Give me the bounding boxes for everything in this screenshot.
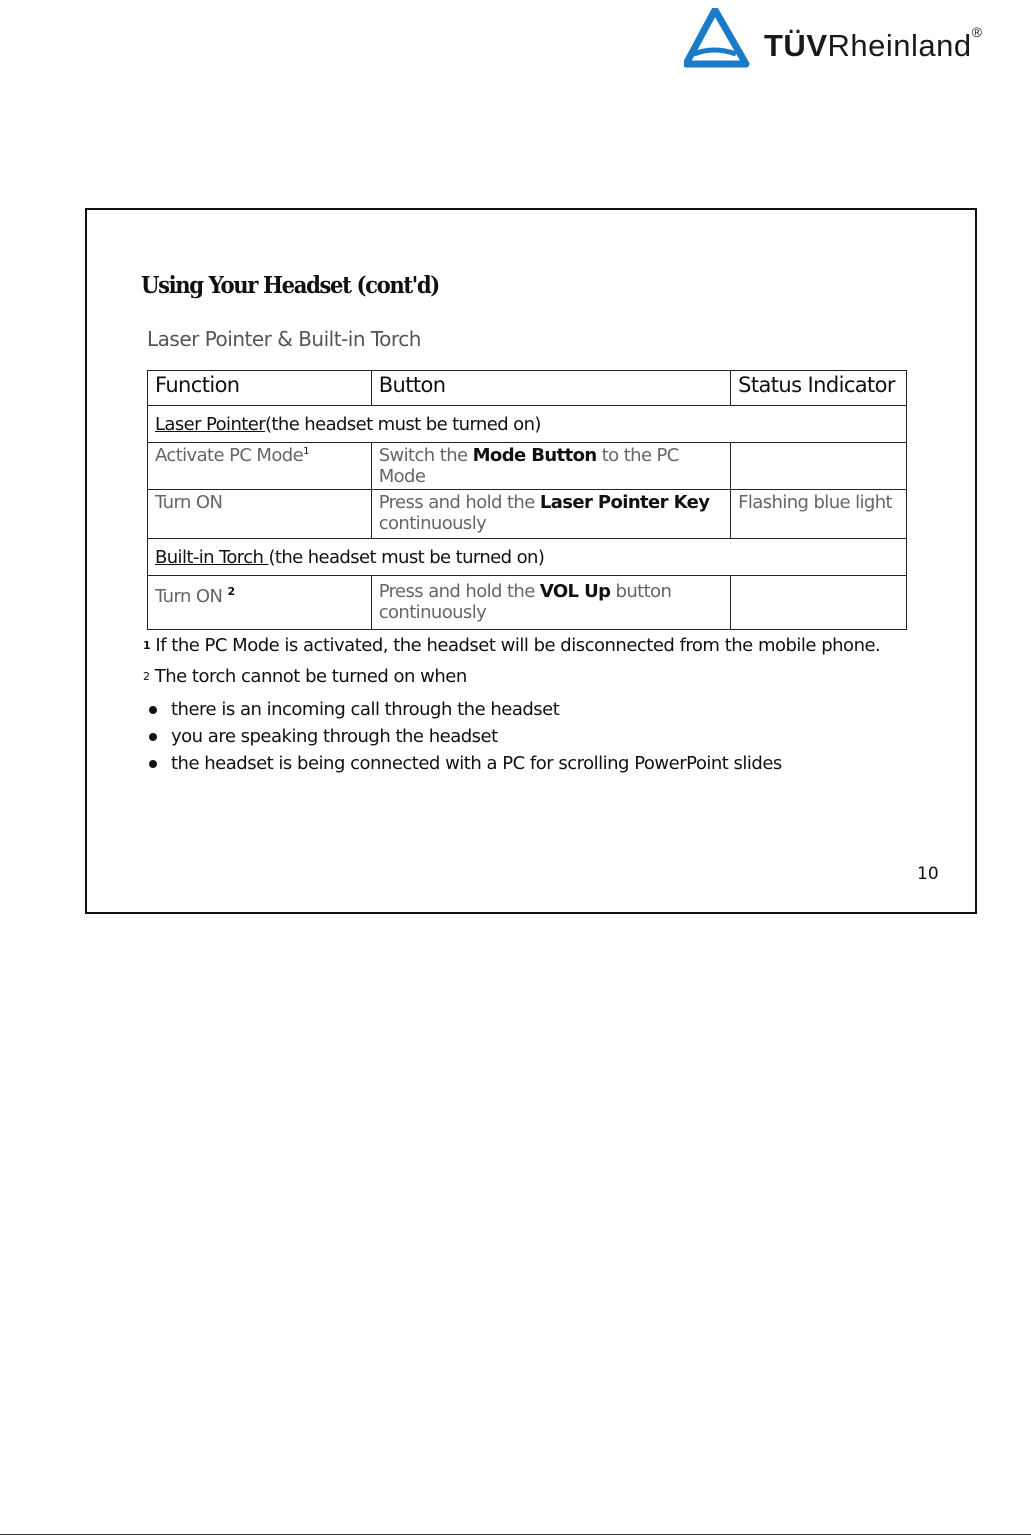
table-header-row	[148, 371, 907, 406]
status-cell	[731, 576, 907, 630]
tuv-triangle-icon	[684, 8, 750, 68]
logo-text	[764, 24, 983, 64]
function-cell	[148, 443, 372, 490]
button-name: Mode Button	[472, 445, 597, 466]
button-name: VOL Up	[539, 581, 611, 602]
button-cell	[371, 576, 730, 630]
button-name: Laser Pointer Key	[539, 492, 710, 513]
header-status: Status Indicator	[731, 371, 907, 406]
footnote-ref: 1	[303, 446, 309, 457]
list-item: you are speaking through the headset	[143, 723, 883, 750]
footnote-mark: 2	[143, 670, 150, 683]
status-cell: Flashing blue light	[731, 490, 907, 539]
logo-brand-regular: Rheinland	[827, 28, 972, 63]
header-button: Button	[371, 371, 730, 406]
footnote-text: If the PC Mode is activated, the headset will be disconnected from the mobile phone.	[155, 635, 881, 656]
button-text: button continuously	[378, 581, 672, 623]
footnote-text: The torch cannot be turned on when	[154, 666, 467, 687]
tuv-rheinland-logo	[684, 8, 1024, 68]
footnote-1	[143, 632, 883, 659]
section-name: Built-in Torch	[155, 546, 269, 568]
footnote-ref: 2	[227, 585, 235, 598]
button-text: Press and hold the	[378, 581, 540, 602]
logo-brand-bold: TÜV	[764, 28, 828, 63]
function-label: Activate PC Mode	[155, 445, 304, 466]
function-table	[147, 370, 907, 630]
section-cell	[148, 406, 907, 443]
header-function: Function	[148, 371, 372, 406]
button-text: continuously	[378, 513, 487, 534]
slide-subtitle: Laser Pointer & Built-in Torch	[147, 327, 421, 351]
function-label: Turn ON	[155, 586, 228, 607]
section-cell	[148, 539, 907, 576]
status-cell	[731, 443, 907, 490]
section-row-built-in-torch	[148, 539, 907, 576]
table-row	[148, 576, 907, 630]
section-name: Laser Pointer	[155, 413, 265, 435]
section-note: (the headset must be turned on)	[265, 413, 541, 435]
table-row	[148, 490, 907, 539]
section-note: (the headset must be turned on)	[268, 546, 545, 568]
footnotes	[143, 632, 883, 777]
button-text: to the PC Mode	[378, 445, 679, 487]
button-text: Press and hold the	[378, 492, 540, 513]
page-number: 10	[917, 864, 939, 884]
footnote-bullets	[143, 696, 883, 777]
list-item: there is an incoming call through the headset	[143, 696, 883, 723]
footnote-2	[143, 663, 883, 690]
list-item: the headset is being connected with a PC for scrolling PowerPoint slides	[143, 750, 883, 777]
button-cell	[371, 443, 730, 490]
function-cell: Turn ON	[148, 490, 372, 539]
table-row	[148, 443, 907, 490]
footnote-mark: 1	[143, 639, 151, 652]
button-text: Switch the	[378, 445, 473, 466]
button-cell	[371, 490, 730, 539]
function-cell	[148, 576, 372, 630]
section-row-laser-pointer	[148, 406, 907, 443]
slide-title: Using Your Headset (cont'd)	[141, 272, 439, 299]
page-bottom-divider	[0, 1534, 1031, 1535]
registered-mark: ®	[971, 24, 983, 40]
